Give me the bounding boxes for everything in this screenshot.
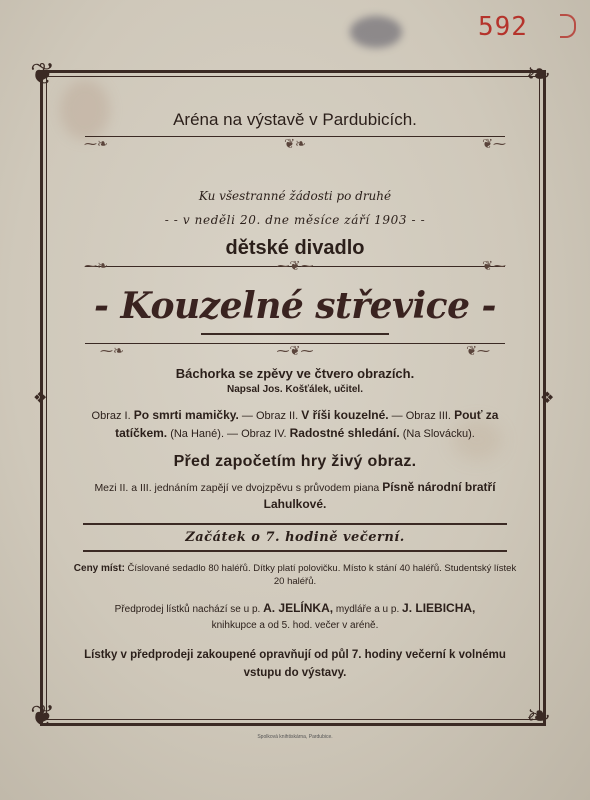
corner-ornament-icon: ❧ bbox=[526, 699, 552, 734]
presale-intro: Předprodej lístků nachází se u p. bbox=[114, 604, 261, 615]
side-ornament-icon: ❖ bbox=[33, 388, 48, 407]
corner-ornament-icon: ❦ bbox=[30, 57, 56, 92]
title-underline bbox=[201, 333, 389, 335]
scroll-ornament-icon: ❦⁓ bbox=[466, 344, 490, 359]
paper-stain bbox=[350, 16, 402, 48]
act-name: Radostné shledání. bbox=[289, 426, 400, 440]
prices-label: Ceny míst: bbox=[73, 563, 125, 574]
play-author: Napsal Jos. Košťálek, učitel. bbox=[227, 384, 363, 395]
songs-performers: Písně národní bratří Lahulkové. bbox=[263, 480, 496, 511]
side-ornament-icon: ❖ bbox=[540, 388, 555, 407]
act-number: Obraz I. bbox=[91, 410, 131, 422]
act-note: (Na Hané). bbox=[170, 428, 224, 440]
prices-text: Číslované sedadlo 80 haléřů. Dítky platí polovičku. Místo k stání 40 haléřů. Studentský lístek 20 haléřů. bbox=[127, 563, 517, 587]
ornament-row bbox=[70, 137, 520, 153]
ornament-row bbox=[70, 259, 520, 275]
scroll-ornament-icon: ⁓❦⁓ bbox=[276, 344, 314, 359]
ornament-row bbox=[70, 344, 520, 360]
act-name: Po smrti mamičky. bbox=[133, 408, 239, 422]
scroll-ornament-icon: ⁓❧ bbox=[84, 259, 108, 274]
presale-seller-2: J. LIEBICHA, bbox=[402, 601, 476, 615]
archive-mark-icon bbox=[560, 14, 576, 38]
presale-mid: mydláře a u p. bbox=[335, 604, 400, 615]
corner-ornament-icon: ❧ bbox=[526, 57, 552, 92]
scroll-ornament-icon: ❦⁓ bbox=[482, 259, 506, 274]
songs-note bbox=[70, 479, 520, 513]
scroll-ornament-icon: ⁓❧ bbox=[84, 137, 108, 152]
act-number: Obraz IV. bbox=[241, 428, 287, 440]
poster-content bbox=[70, 100, 520, 682]
archive-number: 592 bbox=[478, 12, 528, 42]
divider bbox=[83, 523, 507, 525]
act-separator: — bbox=[388, 410, 406, 422]
subtitle: Ku všestranné žádosti po druhé bbox=[198, 189, 392, 203]
genre-heading: dětské divadlo bbox=[225, 237, 365, 259]
act-note: (Na Slovácku). bbox=[402, 428, 475, 440]
printer-imprint: Spolková knihtiskárna, Pardubice. bbox=[257, 734, 333, 740]
divider bbox=[83, 550, 507, 552]
songs-intro: Mezi II. a III. jednáním zapějí ve dvojzpěvu s průvodem piana bbox=[94, 482, 380, 494]
presale-end: knihkupce a od 5. hod. večer v aréně. bbox=[211, 620, 379, 631]
scroll-ornament-icon: ❦⁓ bbox=[482, 137, 506, 152]
play-title: - Kouzelné střevice - bbox=[94, 285, 496, 327]
scroll-ornament-icon: ⁓❦⁓ bbox=[276, 259, 314, 274]
act-number: Obraz II. bbox=[256, 410, 299, 422]
act-name: V říši kouzelné. bbox=[301, 408, 389, 422]
presale-info bbox=[70, 600, 520, 634]
scroll-ornament-icon: ❦❧ bbox=[284, 137, 306, 152]
start-time: Začátek o 7. hodině večerní. bbox=[185, 530, 405, 545]
scroll-ornament-icon: ⁓❧ bbox=[100, 344, 124, 359]
venue-heading: Aréna na výstavě v Pardubicích. bbox=[173, 110, 417, 129]
act-separator: — bbox=[224, 428, 242, 440]
acts-list bbox=[70, 407, 520, 443]
event-date: - - v neděli 20. dne měsíce září 1903 - - bbox=[164, 213, 426, 227]
act-name: Pouť za tatíčkem. bbox=[115, 408, 499, 440]
prices bbox=[70, 562, 520, 588]
before-play-note: Před započetím hry živý obraz. bbox=[173, 453, 417, 470]
presale-seller-1: A. JELÍNKA, bbox=[263, 601, 334, 615]
final-note: Lístky v předprodeji zakoupené opravňují od půl 7. hodiny večerní k volnému vstupu do výstavy. bbox=[84, 649, 506, 679]
corner-ornament-icon: ❦ bbox=[30, 699, 56, 734]
act-separator: — bbox=[238, 410, 256, 422]
play-description: Báchorka se zpěvy ve čtvero obrazích. bbox=[175, 366, 415, 381]
act-number: Obraz III. bbox=[405, 410, 451, 422]
